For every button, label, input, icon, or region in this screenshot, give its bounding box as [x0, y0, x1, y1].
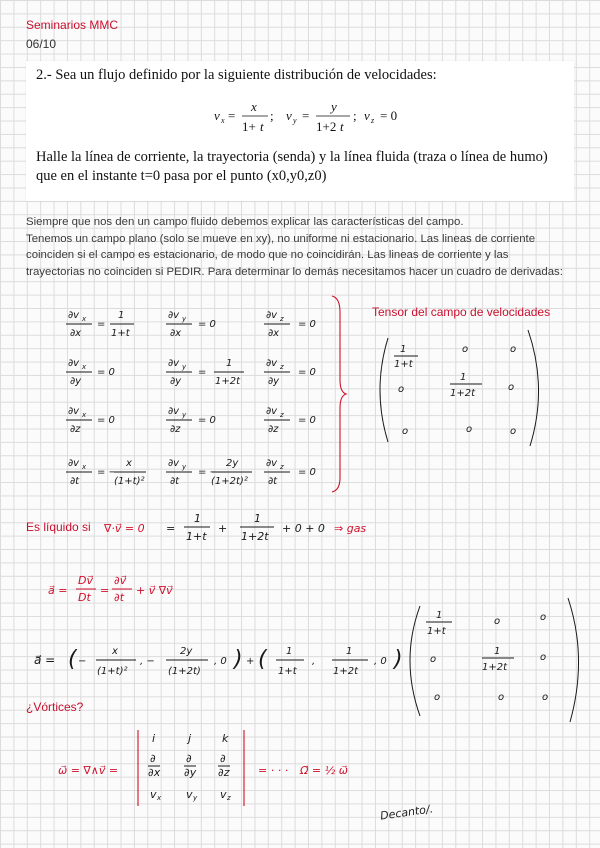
svg-text:(1+t)²: (1+t)² — [114, 476, 145, 487]
svg-text:o: o — [402, 426, 409, 437]
svg-text:a⃗ =: a⃗ = — [48, 584, 68, 597]
header-date: 06/10 — [26, 37, 57, 51]
svg-text:∂: ∂ — [186, 752, 192, 765]
svg-text:∂t: ∂t — [268, 476, 278, 487]
svg-text:o: o — [494, 616, 501, 627]
svg-text:∂: ∂ — [220, 752, 226, 765]
svg-text:1+2t: 1+2t — [482, 662, 508, 673]
svg-text:o: o — [430, 654, 437, 665]
header-title: Seminarios MMC — [26, 18, 119, 32]
svg-text:∂t: ∂t — [170, 476, 180, 487]
svg-text:k: k — [222, 732, 229, 745]
svg-text:v: v — [220, 788, 227, 801]
svg-text:y: y — [193, 794, 198, 802]
svg-text:∂y: ∂y — [170, 376, 182, 387]
tensor-matrix — [380, 330, 539, 446]
svg-text:v: v — [286, 108, 292, 123]
svg-text:o: o — [540, 612, 547, 623]
svg-text:1+2t: 1+2t — [450, 388, 476, 399]
svg-text:o: o — [540, 652, 547, 663]
svg-text:1: 1 — [460, 372, 467, 383]
tensor-label: Tensor del campo de velocidades — [372, 305, 551, 319]
svg-text:v: v — [150, 788, 157, 801]
svg-text:x: x — [112, 646, 118, 657]
svg-text:∂v: ∂v — [168, 310, 180, 321]
svg-text:;: ; — [270, 108, 274, 123]
svg-text:2y: 2y — [180, 646, 193, 657]
svg-text:∂v: ∂v — [168, 406, 180, 417]
divergence-condition — [103, 512, 366, 543]
svg-text:1+2t: 1+2t — [333, 666, 359, 677]
svg-text:⇒ gas: ⇒ gas — [334, 522, 367, 535]
svg-text:= 0: = 0 — [198, 319, 216, 330]
svg-text:x: x — [157, 794, 162, 802]
svg-text:,: , — [312, 656, 316, 667]
svg-text:1: 1 — [254, 512, 261, 525]
svg-text:;: ; — [353, 108, 357, 123]
svg-text:z: z — [280, 463, 284, 471]
svg-text:x: x — [82, 463, 87, 471]
svg-text:o: o — [510, 344, 517, 355]
svg-text:∂z: ∂z — [170, 424, 181, 435]
svg-text:z: z — [371, 116, 375, 125]
svg-text:x: x — [126, 458, 132, 469]
svg-text:−: − — [78, 656, 87, 667]
svg-text:t: t — [260, 119, 264, 134]
svg-text:1: 1 — [286, 646, 293, 657]
svg-text:∂v: ∂v — [168, 358, 180, 369]
svg-text:y: y — [182, 411, 187, 419]
problem-question: Halle la línea de corriente, la trayectoria (senda) y la línea fluida (traza o línea de humo) que en el instante t=0 pasa por el punto (x0,y0,z0) — [36, 149, 548, 184]
svg-text:=: = — [228, 108, 236, 123]
svg-text:1: 1 — [400, 344, 407, 355]
svg-text:= 0: = 0 — [298, 319, 316, 330]
svg-text:): ) — [394, 647, 403, 672]
signature: Decanto/. — [379, 802, 434, 823]
svg-text:∂v: ∂v — [266, 458, 278, 469]
svg-text:z: z — [280, 315, 284, 323]
svg-text:y: y — [182, 463, 187, 471]
svg-text:∂x: ∂x — [268, 328, 280, 339]
svg-text:y: y — [331, 99, 337, 114]
svg-text:(1+2t)²: (1+2t)² — [211, 476, 248, 487]
svg-text:∂x: ∂x — [148, 766, 161, 779]
svg-text:∂z: ∂z — [218, 766, 230, 779]
svg-text:x: x — [82, 411, 87, 419]
svg-text:x: x — [82, 363, 87, 371]
svg-text:∂t: ∂t — [70, 476, 80, 487]
svg-text:ω⃗ = ∇∧v⃗ =: ω⃗ = ∇∧v⃗ = — [58, 764, 119, 777]
svg-text:∂y: ∂y — [70, 376, 82, 387]
svg-text:∂y: ∂y — [184, 766, 197, 779]
svg-text:∂v⃗: ∂v⃗ — [114, 574, 127, 587]
svg-text:=: = — [166, 522, 176, 535]
svg-text:∂x: ∂x — [170, 328, 182, 339]
svg-text:y: y — [182, 315, 187, 323]
svg-text:= 0: = 0 — [97, 415, 115, 426]
liquid-label: Es líquido si — [26, 520, 91, 534]
vortices-label: ¿Vórtices? — [26, 700, 84, 714]
svg-text:x: x — [221, 116, 225, 125]
svg-text:1: 1 — [118, 310, 125, 321]
svg-text:= −: = − — [97, 467, 117, 478]
svg-text:= 0: = 0 — [298, 467, 316, 478]
svg-text:o: o — [398, 384, 405, 395]
svg-text:∂z: ∂z — [268, 424, 279, 435]
svg-text:+: + — [246, 656, 255, 667]
svg-text:∂v: ∂v — [168, 458, 180, 469]
svg-text:1: 1 — [494, 646, 501, 657]
svg-text:∂z: ∂z — [70, 424, 81, 435]
svg-text:= 0: = 0 — [380, 108, 398, 123]
svg-text:1+t: 1+t — [111, 328, 130, 339]
acceleration-definition — [48, 574, 173, 604]
svg-text:, 0: , 0 — [214, 656, 227, 667]
svg-text:2y: 2y — [226, 458, 239, 469]
svg-text:t: t — [340, 119, 344, 134]
svg-text:o: o — [508, 382, 515, 393]
svg-text:x: x — [251, 99, 257, 114]
svg-text:): ) — [234, 647, 243, 672]
svg-text:v: v — [186, 788, 193, 801]
svg-text:∂v: ∂v — [68, 310, 80, 321]
problem-intro: 2.- Sea un flujo definido por la siguiente distribución de velocidades: — [36, 67, 437, 83]
svg-text:=: = — [100, 584, 110, 597]
notes-line: trayectorias no coinciden si PEDIR. Para determinar lo demás necesitamos hacer un cuadro de derivadas: — [26, 265, 563, 278]
svg-text:+: + — [218, 522, 228, 535]
svg-text:∂y: ∂y — [268, 376, 280, 387]
svg-text:1+t: 1+t — [394, 359, 413, 370]
notes-line: Tenemos un campo plano (solo se mueve en xy), no uniforme ni estacionario. Las lineas de corriente — [26, 232, 536, 245]
svg-text:1+2t: 1+2t — [215, 376, 241, 387]
svg-text:∂v: ∂v — [68, 358, 80, 369]
notes-line: Siempre que nos den un campo fluido debemos explicar las características del campo. — [26, 216, 464, 228]
svg-text:1: 1 — [226, 358, 233, 369]
svg-text:= −: = − — [198, 467, 218, 478]
svg-text:= 0: = 0 — [298, 415, 316, 426]
svg-text:o: o — [542, 692, 549, 703]
svg-text:1: 1 — [194, 512, 201, 525]
svg-text:1+2t: 1+2t — [241, 530, 269, 543]
svg-text:∂v: ∂v — [266, 406, 278, 417]
svg-text:x: x — [82, 315, 87, 323]
svg-text:Dv⃗: Dv⃗ — [78, 574, 93, 587]
vorticity — [58, 730, 348, 806]
svg-text:(1+t)²: (1+t)² — [97, 666, 128, 677]
svg-text:= 0: = 0 — [198, 415, 216, 426]
svg-text:+ v⃗ ∇v⃗: + v⃗ ∇v⃗ — [136, 584, 173, 597]
svg-text:1+t: 1+t — [278, 666, 297, 677]
svg-text:(1+2t): (1+2t) — [168, 666, 201, 677]
brace — [332, 296, 346, 492]
svg-text:=: = — [302, 108, 310, 123]
svg-text:y: y — [293, 116, 297, 125]
svg-text:∂v: ∂v — [68, 458, 80, 469]
svg-text:1+: 1+ — [242, 119, 256, 134]
svg-text:∂: ∂ — [150, 752, 156, 765]
svg-text:1: 1 — [436, 610, 443, 621]
svg-text:∂v: ∂v — [266, 310, 278, 321]
notes-line: coinciden si el campo es estacionario, de modo que no coincidirán. Las lineas de corriente y las — [26, 249, 509, 262]
svg-text:, 0: , 0 — [374, 656, 387, 667]
svg-text:= 0: = 0 — [97, 367, 115, 378]
svg-text:(: ( — [68, 647, 77, 672]
svg-text:∇·v⃗ = 0: ∇·v⃗ = 0 — [104, 522, 145, 535]
svg-text:1+t: 1+t — [186, 530, 207, 543]
svg-text:z: z — [280, 363, 284, 371]
svg-text:z: z — [227, 794, 231, 802]
svg-text:, −: , − — [140, 656, 155, 667]
svg-text:v: v — [364, 108, 370, 123]
svg-text:Ω⃗ = ½ ω⃗: Ω⃗ = ½ ω⃗ — [300, 764, 348, 777]
svg-text:(: ( — [258, 647, 267, 672]
svg-text:1+2: 1+2 — [316, 119, 337, 134]
svg-text:o: o — [510, 426, 517, 437]
svg-text:∂v: ∂v — [68, 406, 80, 417]
svg-text:Dt: Dt — [78, 591, 91, 604]
svg-text:∂x: ∂x — [70, 328, 82, 339]
svg-text:i: i — [152, 732, 156, 745]
svg-text:o: o — [462, 344, 469, 355]
svg-text:1+t: 1+t — [427, 626, 446, 637]
svg-text:+ 0 + 0: + 0 + 0 — [282, 522, 325, 535]
svg-text:= 0: = 0 — [298, 367, 316, 378]
svg-text:∂v: ∂v — [266, 358, 278, 369]
acceleration-expansion — [34, 598, 579, 722]
svg-text:y: y — [182, 363, 187, 371]
svg-text:1: 1 — [346, 646, 353, 657]
svg-text:o: o — [466, 424, 473, 435]
svg-text:a⃗ =: a⃗ = — [34, 653, 56, 667]
svg-text:j: j — [188, 732, 192, 745]
svg-text:=: = — [198, 367, 207, 378]
svg-text:o: o — [498, 692, 505, 703]
svg-text:z: z — [280, 411, 284, 419]
svg-text:v: v — [214, 108, 220, 123]
svg-text:= · · ·: = · · · — [258, 764, 289, 777]
derivative-table — [66, 310, 316, 487]
svg-text:∂t: ∂t — [114, 591, 125, 604]
svg-text:=: = — [97, 319, 106, 330]
svg-text:o: o — [434, 692, 441, 703]
